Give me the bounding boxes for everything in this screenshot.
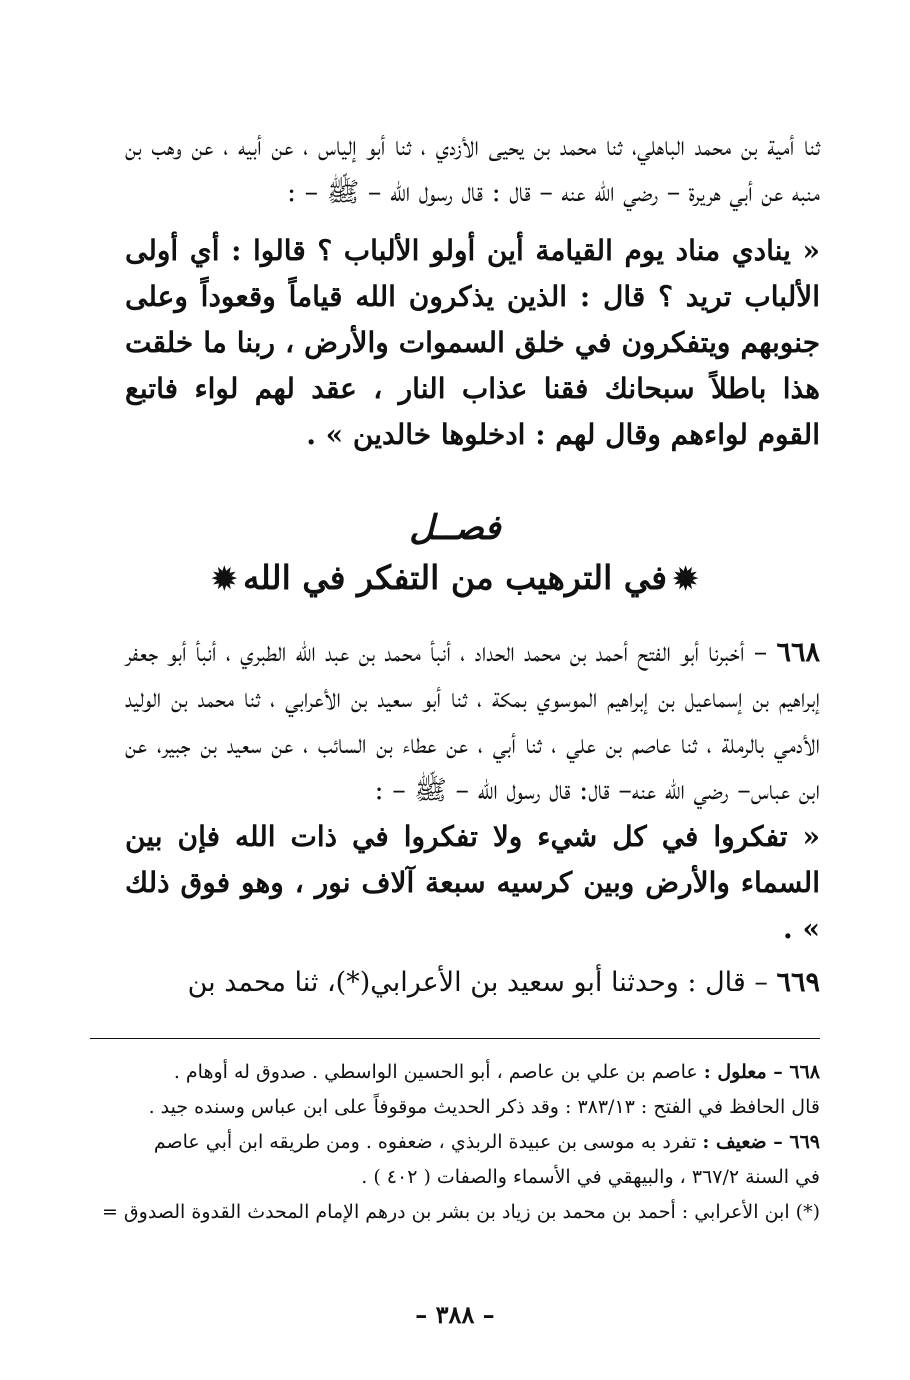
footnote-divider	[90, 1038, 820, 1039]
section-word: فصــل	[409, 508, 501, 548]
intro-isnad: ثنا أمية بن محمد الباهلي، ثنا محمد بن يحيى الأزدي ، ثنا أبو إلياس ، عن أبيه ، عن وهب بن منبه عن أبي هريرة – رضي الله عنه – قال : قال رسول الله – ﷺ – :	[125, 131, 820, 208]
footnote-668-label: ٦٦٨ – معلول :	[703, 1061, 820, 1083]
intro-section	[125, 124, 820, 458]
entry-668-hadith: « تفكروا في كل شيء ولا تفكروا في ذات الله فإن بين السماء والأرض وبين كرسيه سبعة آلاف نور ، وهو فوق ذلك » .	[125, 820, 820, 945]
footnote-669-continued: في السنة ٣٦٧/٢ ، والبيهقي في الأسماء والصفات ( ٤٠٢ ) .	[361, 1166, 820, 1188]
footnote-668-text: عاصم بن علي بن عاصم ، أبو الحسين الواسطي . صدوق له أوهام .	[173, 1061, 704, 1083]
footnote-669	[80, 1125, 820, 1160]
entry-668-isnad: – أخبرنا أبو الفتح أحمد بن محمد الحداد ، أنبأ محمد بن عبد الله الطبري ، أنبأ أبو جعفر إبراهيم بن إسماعيل بن إبراهيم الموسوي بمكة ، ثنا أبو سعيد بن الأعرابي ، ثنا محمد بن الوليد الأدمي بالرملة ، ثنا عاصم بن علي ، ثنا أبي ، عن عطاء بن السائب ، عن سعيد بن جبير، عن ابن عباس– رضي الله عنه– قال: قال رسول الله – ﷺ – :	[125, 637, 820, 806]
section-title: في الترهيب من التفكر في الله	[242, 558, 668, 597]
entry-669-paragraph	[125, 960, 820, 1006]
star-ornament-icon: ✹	[673, 562, 699, 597]
section-heading	[0, 558, 910, 597]
entry-668-paragraph	[125, 630, 820, 814]
footnotes	[80, 1055, 820, 1230]
footnote-669-text: تفرد به موسى بن عبيدة الربذي ، ضعفوه . ومن طريقه ابن أبي عاصم	[153, 1131, 703, 1153]
intro-hadith: « ينادي مناد يوم القيامة أين أولو الألباب ؟ قالوا : أي أولى الألباب تريد ؟ قال : الذين يذكرون الله قياماً وقعوداً وعلى جنوبهم ويتفكرون في خلق السموات والأرض ، ربنا ما خلقت هذا باطلاً سبحانك فقنا عذاب النار ، عقد لهم لواء فاتبع القوم لواءهم وقال لهم : ادخلوها خالدين » .	[125, 234, 820, 451]
page-number: – ٣٨٨ –	[415, 1300, 495, 1329]
entry-668-number: ٦٦٨	[776, 637, 820, 668]
entry-669-number: ٦٦٩	[776, 967, 820, 998]
footnote-asterisk: (*) ابن الأعرابي : أحمد بن محمد بن زياد بن بشر بن درهم الإمام المحدث القدوة الصدوق =	[101, 1201, 820, 1223]
entry-668	[125, 630, 820, 1006]
entry-669-text: – قال : وحدثنا أبو سعيد بن الأعرابي(*)، ثنا محمد بن	[187, 967, 777, 998]
star-ornament-icon: ✹	[211, 562, 237, 597]
footnote-668	[80, 1055, 820, 1090]
footnote-668-continued: قال الحافظ في الفتح : ٣٨٣/١٣ : وقد ذكر الحديث موقوفاً على ابن عباس وسنده جيد .	[148, 1096, 820, 1118]
footnote-669-label: ٦٦٩ – ضعيف :	[702, 1131, 820, 1153]
